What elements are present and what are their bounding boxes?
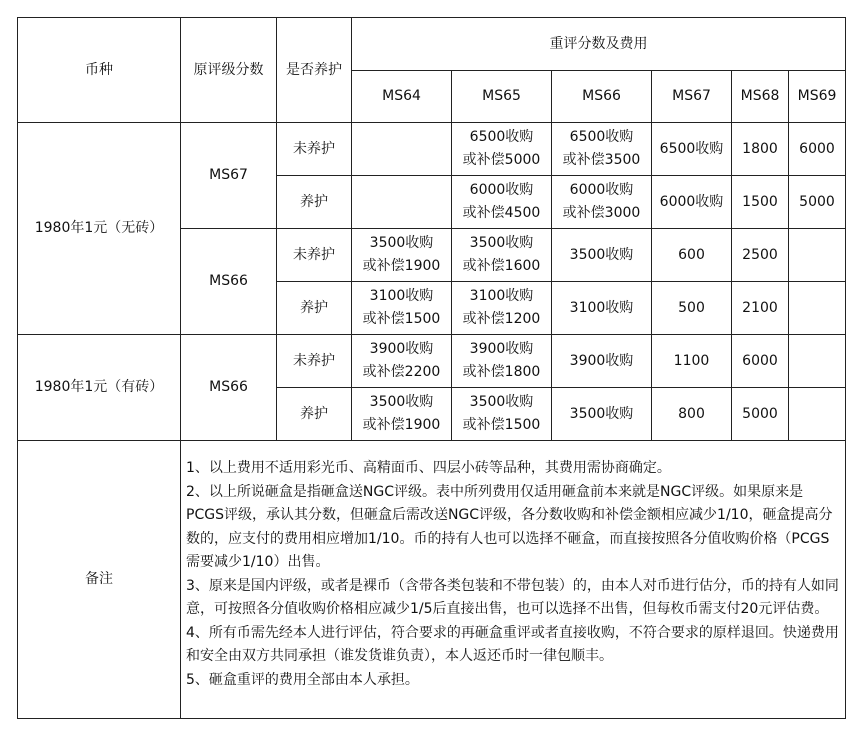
conserved-cell: 未养护 (277, 229, 352, 282)
original-grade-cell: MS66 (181, 229, 277, 335)
coin-type-cell: 1980年1元（无砖） (18, 123, 181, 335)
fee-cell: 6000 (789, 123, 846, 176)
fee-cell: 6000收购 或补偿3000 (552, 176, 652, 229)
fee-cell (789, 229, 846, 282)
regrade-fee-table (17, 17, 846, 719)
fee-cell: 2100 (732, 282, 789, 335)
fee-cell: 6500收购 或补偿3500 (552, 123, 652, 176)
fee-cell (352, 123, 452, 176)
fee-cell: 6500收购 或补偿5000 (452, 123, 552, 176)
header-original-grade: 原评级分数 (181, 18, 277, 123)
fee-cell: 1800 (732, 123, 789, 176)
fee-cell: 5000 (732, 388, 789, 441)
header-coin-type: 币种 (18, 18, 181, 123)
fee-cell: 1100 (652, 335, 732, 388)
fee-cell: 3900收购 或补偿1800 (452, 335, 552, 388)
header-grade-ms66: MS66 (552, 71, 652, 123)
note-item: 5、砸盒重评的费用全部由本人承担。 (186, 671, 419, 688)
table-row (18, 335, 846, 388)
fee-cell: 3500收购 或补偿1500 (452, 388, 552, 441)
fee-cell: 6000收购 (652, 176, 732, 229)
coin-type-cell: 1980年1元（有砖） (18, 335, 181, 441)
fee-cell: 6500收购 (652, 123, 732, 176)
fee-cell: 800 (652, 388, 732, 441)
table-row (18, 123, 846, 176)
original-grade-cell: MS67 (181, 123, 277, 229)
conserved-cell: 养护 (277, 388, 352, 441)
note-item: 3、原来是国内评级，或者是裸币（含带各类包装和不带包装）的，由本人对币进行估分，币的持有人如同意，可按照各分值收购价格相应减少1/5后直接出售，也可以选择不出售，但每枚币需支付20元评估费。 (186, 577, 839, 617)
header-grade-ms64: MS64 (352, 71, 452, 123)
fee-cell: 3500收购 (552, 388, 652, 441)
fee-cell: 6000收购 或补偿4500 (452, 176, 552, 229)
header-grade-ms69: MS69 (789, 71, 846, 123)
header-grade-ms68: MS68 (732, 71, 789, 123)
fee-cell (352, 176, 452, 229)
fee-cell (789, 282, 846, 335)
fee-cell: 3900收购 (552, 335, 652, 388)
notes-content (181, 441, 846, 719)
conserved-cell: 养护 (277, 176, 352, 229)
header-grade-ms65: MS65 (452, 71, 552, 123)
fee-cell: 3100收购 或补偿1200 (452, 282, 552, 335)
fee-cell: 3500收购 或补偿1600 (452, 229, 552, 282)
conserved-cell: 养护 (277, 282, 352, 335)
fee-cell: 3500收购 或补偿1900 (352, 388, 452, 441)
notes-label: 备注 (18, 441, 181, 719)
fee-table-container (17, 17, 846, 719)
fee-cell: 5000 (789, 176, 846, 229)
fee-cell: 6000 (732, 335, 789, 388)
conserved-cell: 未养护 (277, 335, 352, 388)
fee-cell: 3100收购 (552, 282, 652, 335)
fee-cell: 1500 (732, 176, 789, 229)
fee-cell: 3500收购 (552, 229, 652, 282)
conserved-cell: 未养护 (277, 123, 352, 176)
fee-cell (789, 335, 846, 388)
note-item: 4、所有币需先经本人进行评估，符合要求的再砸盒重评或者直接收购，不符合要求的原样退回。快递费用和安全由双方共同承担（谁发货谁负责），本人返还币时一律包顺丰。 (186, 624, 839, 664)
fee-cell: 3100收购 或补偿1500 (352, 282, 452, 335)
header-grade-ms67: MS67 (652, 71, 732, 123)
fee-cell: 3500收购 或补偿1900 (352, 229, 452, 282)
fee-cell: 2500 (732, 229, 789, 282)
note-item: 2、以上所说砸盒是指砸盒送NGC评级。表中所列费用仅适用砸盒前本来就是NGC评级。如果原来是PCGS评级，承认其分数，但砸盒后需改送NGC评级，各分数收购和补偿金额相应减少1/10，砸盒提高分数的，应支付的费用相应增加1/10。币的持有人也可以选择不砸盒，而直接按照各分值收购价格（PCGS需要减少1/10）出售。 (186, 483, 833, 570)
note-item: 1、以上费用不适用彩光币、高精面币、四层小砖等品种，其费用需协商确定。 (186, 460, 671, 476)
fee-cell: 600 (652, 229, 732, 282)
fee-cell: 3900收购 或补偿2200 (352, 335, 452, 388)
original-grade-cell: MS66 (181, 335, 277, 441)
header-conserved: 是否养护 (277, 18, 352, 123)
fee-cell: 500 (652, 282, 732, 335)
header-regrade-fees: 重评分数及费用 (352, 18, 846, 71)
fee-cell (789, 388, 846, 441)
